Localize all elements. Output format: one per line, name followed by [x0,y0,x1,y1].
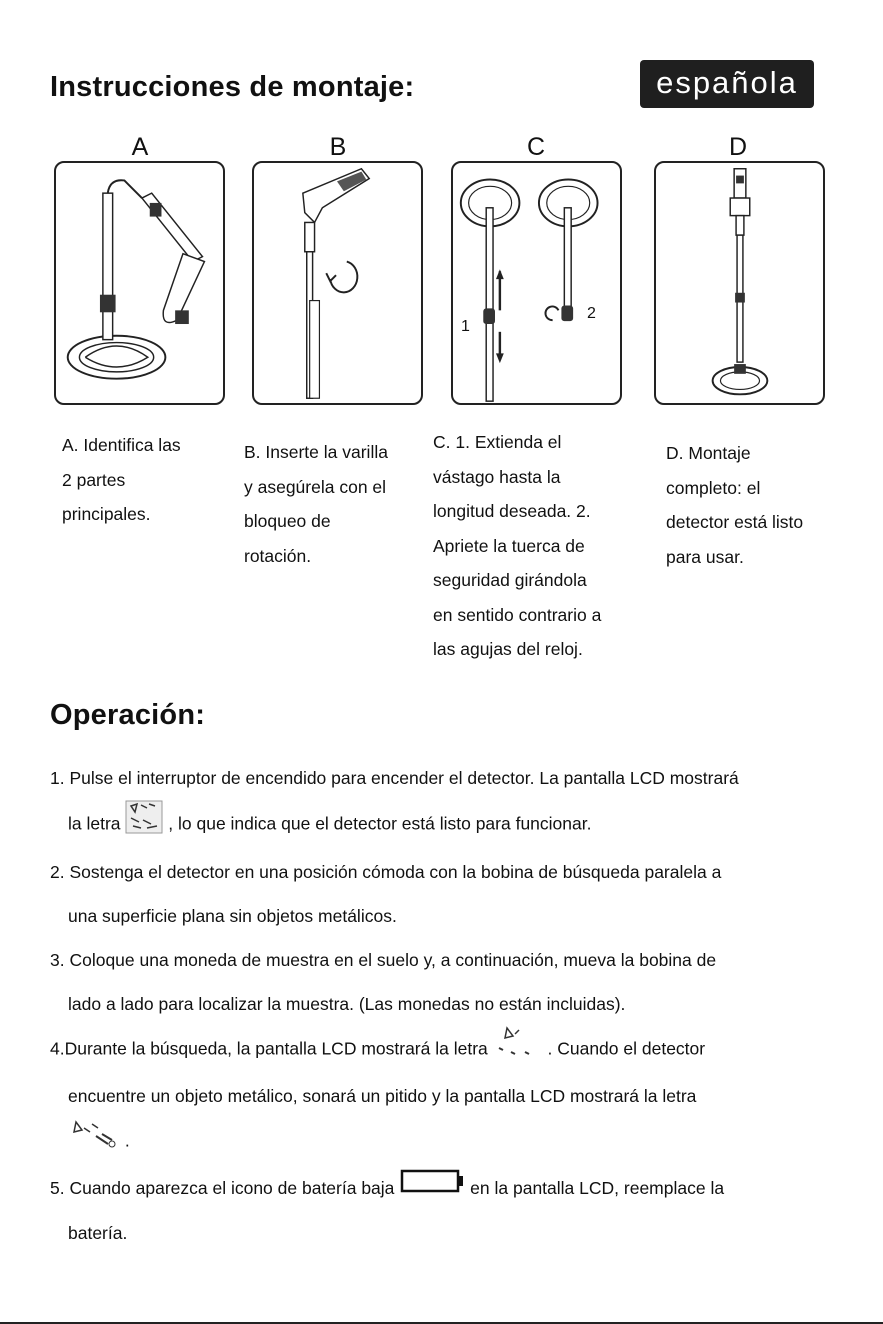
caption-c-line: las agujas del reloj. [433,639,583,659]
op3-line-b: lado a lado para localizar la muestra. (Las monedas no están incluidas). [68,994,626,1014]
panel-a-illustration [54,161,225,405]
caption-c-line: longitud deseada. 2. [433,501,591,521]
caption-b-line: B. Inserte la varilla [244,442,388,462]
op2-line-a: 2. Sostenga el detector en una posición cómoda con la bobina de búsqueda paralela a [50,862,722,882]
operation-list [50,756,832,1255]
caption-c-line: en sentido contrario a [433,604,602,625]
caption-d [666,436,803,574]
step-letter-a: A [131,133,149,161]
caption-d-line: D. Montaje [666,443,751,463]
operation-item-4 [50,1026,832,1166]
caption-c-line: seguridad girándola [433,570,587,590]
op5-line-b: batería. [68,1223,128,1244]
caption-d-line: detector está listo [666,512,804,532]
op1-text: la letra [68,813,121,834]
op3-line-a: 3. Coloque una moneda de muestra en el suelo y, a continuación, mueva la bobina de [50,950,717,970]
op1-line-a: 1. Pulse el interruptor de encendido para encender el detector. La pantalla LCD mostrará [50,768,739,788]
op4-text: . [124,1130,130,1151]
caption-b [244,435,388,573]
extend-rod-icon [453,163,620,403]
op4-line-a [50,1026,832,1074]
operation-item-3 [50,938,832,1026]
language-badge: española [640,60,814,108]
op4-line-b: encuentre un objeto metálico, sonará un pitido y la pantalla LCD mostrará la letra [68,1086,697,1106]
caption-b-line: y asegúrela con el [244,476,387,497]
assembled-detector-icon [656,163,823,403]
step-letter-b: B [329,133,347,161]
caption-c-line: C. 1. Extienda el [433,432,562,452]
caption-b-line: bloqueo de [244,511,331,531]
op5-line-a [50,1166,832,1211]
caption-b-line: rotación. [244,545,312,566]
caption-a [62,428,181,532]
panel-d-illustration [654,161,825,405]
caption-a-line: 2 partes [62,469,126,490]
op1-line-b [50,800,832,850]
caption-d-line: completo: el [666,477,761,498]
lcd-ready-icon [125,800,163,850]
caption-d-line: para usar. [666,546,744,567]
panel-c-illustration [451,161,622,405]
caption-c-line: Apriete la tuerca de [433,535,585,556]
caption-c-line: vástago hasta la [433,466,561,487]
detector-parts-icon [56,163,223,403]
op4-text: . Cuando el detector [547,1038,706,1059]
caption-a-line: principales. [62,504,151,524]
caption-c [433,425,601,667]
insert-rod-icon [254,163,421,403]
panel-c-mark-2: 2 [587,305,596,322]
assembly-title: Instrucciones de montaje: [50,71,415,103]
caption-a-line: A. Identifica las [62,435,181,455]
operation-item-1 [50,756,832,850]
step-letter-d: D [728,133,748,161]
operation-item-5 [50,1166,832,1255]
low-battery-icon [399,1167,465,1211]
op4-line-c [50,1118,832,1166]
op5-text: en la pantalla LCD, reemplace la [470,1178,725,1198]
op5-text: 5. Cuando aparezca el icono de batería baja [50,1178,395,1198]
op2-line-b: una superficie plana sin objetos metálicos. [68,906,397,926]
op4-text: 4.Durante la búsqueda, la pantalla LCD mostrará la letra [50,1038,488,1059]
operation-item-2 [50,850,832,938]
step-letter-c: C [526,133,546,161]
op1-text: , lo que indica que el detector está listo para funcionar. [168,813,592,834]
operation-title: Operación: [50,699,206,731]
panel-c-mark-1: 1 [461,318,470,335]
lcd-found-icon [68,1118,120,1166]
panel-b-illustration [252,161,423,405]
lcd-search-icon [493,1026,543,1074]
